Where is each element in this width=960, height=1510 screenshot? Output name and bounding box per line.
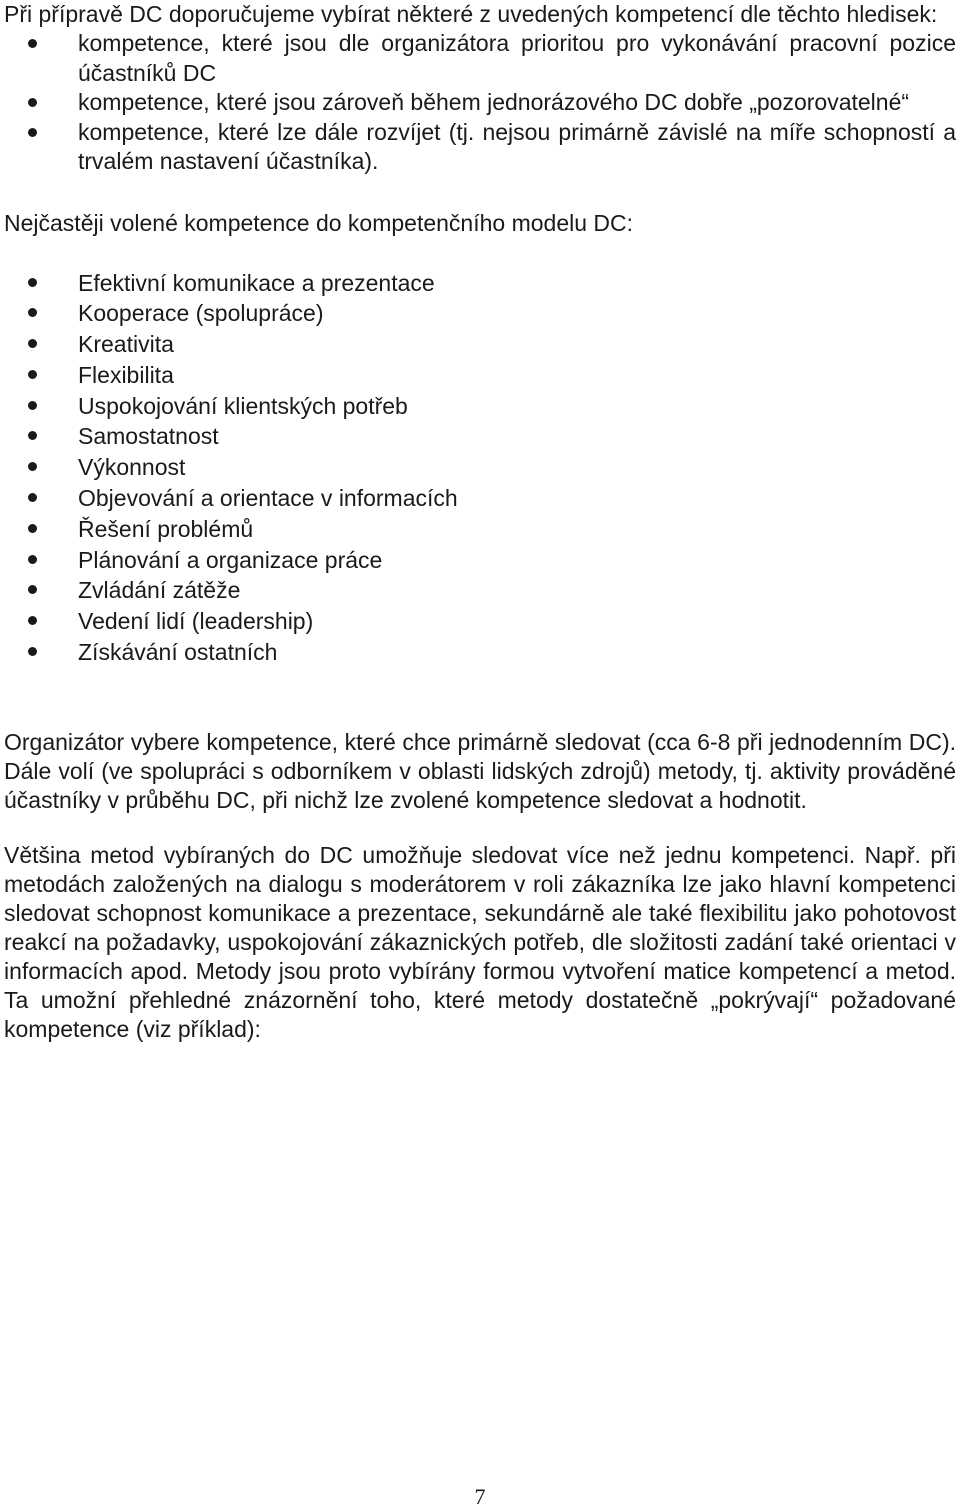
bullet-icon (28, 493, 37, 502)
competence-item (4, 268, 956, 299)
competence-item-text: Řešení problémů (78, 515, 254, 542)
competence-item (4, 329, 956, 360)
criteria-list (4, 29, 956, 177)
bullet-icon (28, 370, 37, 379)
methods-paragraph: Většina metod vybíraných do DC umožňuje sledovat více než jednu kompetenci. Např. při metodách založených na dialogu s moderátorem v roli zákazníka lze jako hlavní kompetenci sledovat schopnost komunikace a prezentace, sekundárně ale také flexibilitu jako pohotovost reakcí na požadavky, uspokojování zákaznických potřeb, dle složitosti zadání také orientaci v informacích apod. Metody jsou proto vybírány formou vytvoření matice kompetencí a metod. Ta umožní přehledné znázornění toho, které metody dostatečně „pokrývají“ požadované kompetence (viz příklad): (4, 841, 956, 1042)
competence-item (4, 606, 956, 637)
bullet-icon (28, 128, 37, 137)
competence-item-text: Kooperace (spolupráce) (78, 300, 324, 327)
competence-item-text: Uspokojování klientských potřeb (78, 392, 408, 419)
bullet-icon (28, 401, 37, 410)
document-page (4, 0, 956, 1044)
bullet-icon (28, 647, 37, 656)
competence-item-text: Zvládání zátěže (78, 577, 241, 604)
competence-item (4, 421, 956, 452)
competence-item-text: Efektivní komunikace a prezentace (78, 269, 435, 296)
competence-item (4, 514, 956, 545)
competence-item-text: Flexibilita (78, 361, 174, 388)
competence-item-text: Vedení lidí (leadership) (78, 608, 314, 635)
competence-item (4, 391, 956, 422)
competence-item (4, 483, 956, 514)
bullet-icon (28, 616, 37, 625)
intro-paragraph: Při přípravě DC doporučujeme vybírat některé z uvedených kompetencí dle těchto hledisek: (4, 1, 938, 27)
competence-item (4, 452, 956, 483)
bullet-icon (28, 524, 37, 533)
criteria-item-text: kompetence, které lze dále rozvíjet (tj. nejsou primárně závislé na míře schopností a trvalém nastavení účastníka). (78, 118, 956, 174)
criteria-item (4, 88, 956, 118)
criteria-item (4, 118, 956, 177)
competence-item (4, 545, 956, 576)
competence-item-text: Objevování a orientace v informacích (78, 485, 458, 512)
criteria-item-text: kompetence, které jsou dle organizátora prioritou pro vykonávání pracovní pozice účastníků DC (78, 30, 956, 86)
bullet-icon (28, 462, 37, 471)
competence-item (4, 360, 956, 391)
competence-item-text: Plánování a organizace práce (78, 546, 383, 573)
competence-item-text: Získávání ostatních (78, 639, 278, 666)
bullet-icon (28, 339, 37, 348)
competence-heading: Nejčastěji volené kompetence do kompetenčního modelu DC: (4, 209, 634, 236)
page-number: 7 (474, 1484, 486, 1509)
bullet-icon (28, 98, 37, 107)
competence-item (4, 637, 956, 668)
competence-item-text: Samostatnost (78, 423, 219, 450)
bullet-icon (28, 555, 37, 564)
competence-item-text: Výkonnost (78, 454, 186, 481)
competence-item-text: Kreativita (78, 331, 174, 358)
competence-list (4, 268, 956, 668)
bullet-icon (28, 585, 37, 594)
bullet-icon (28, 431, 37, 440)
bullet-icon (28, 308, 37, 317)
criteria-item-text: kompetence, které jsou zároveň během jednorázového DC dobře „pozorovatelné“ (78, 89, 910, 115)
competence-item (4, 298, 956, 329)
competence-item (4, 575, 956, 606)
bullet-icon (28, 278, 37, 287)
bullet-icon (28, 39, 37, 48)
criteria-item (4, 29, 956, 88)
organizer-paragraph: Organizátor vybere kompetence, které chce primárně sledovat (cca 6-8 při jednodenním DC). Dále volí (ve spolupráci s odborníkem v oblasti lidských zdrojů) metody, tj. aktivity prováděné účastníky v průběhu DC, při nichž lze zvolené kompetence sledovat a hodnotit. (4, 728, 956, 813)
